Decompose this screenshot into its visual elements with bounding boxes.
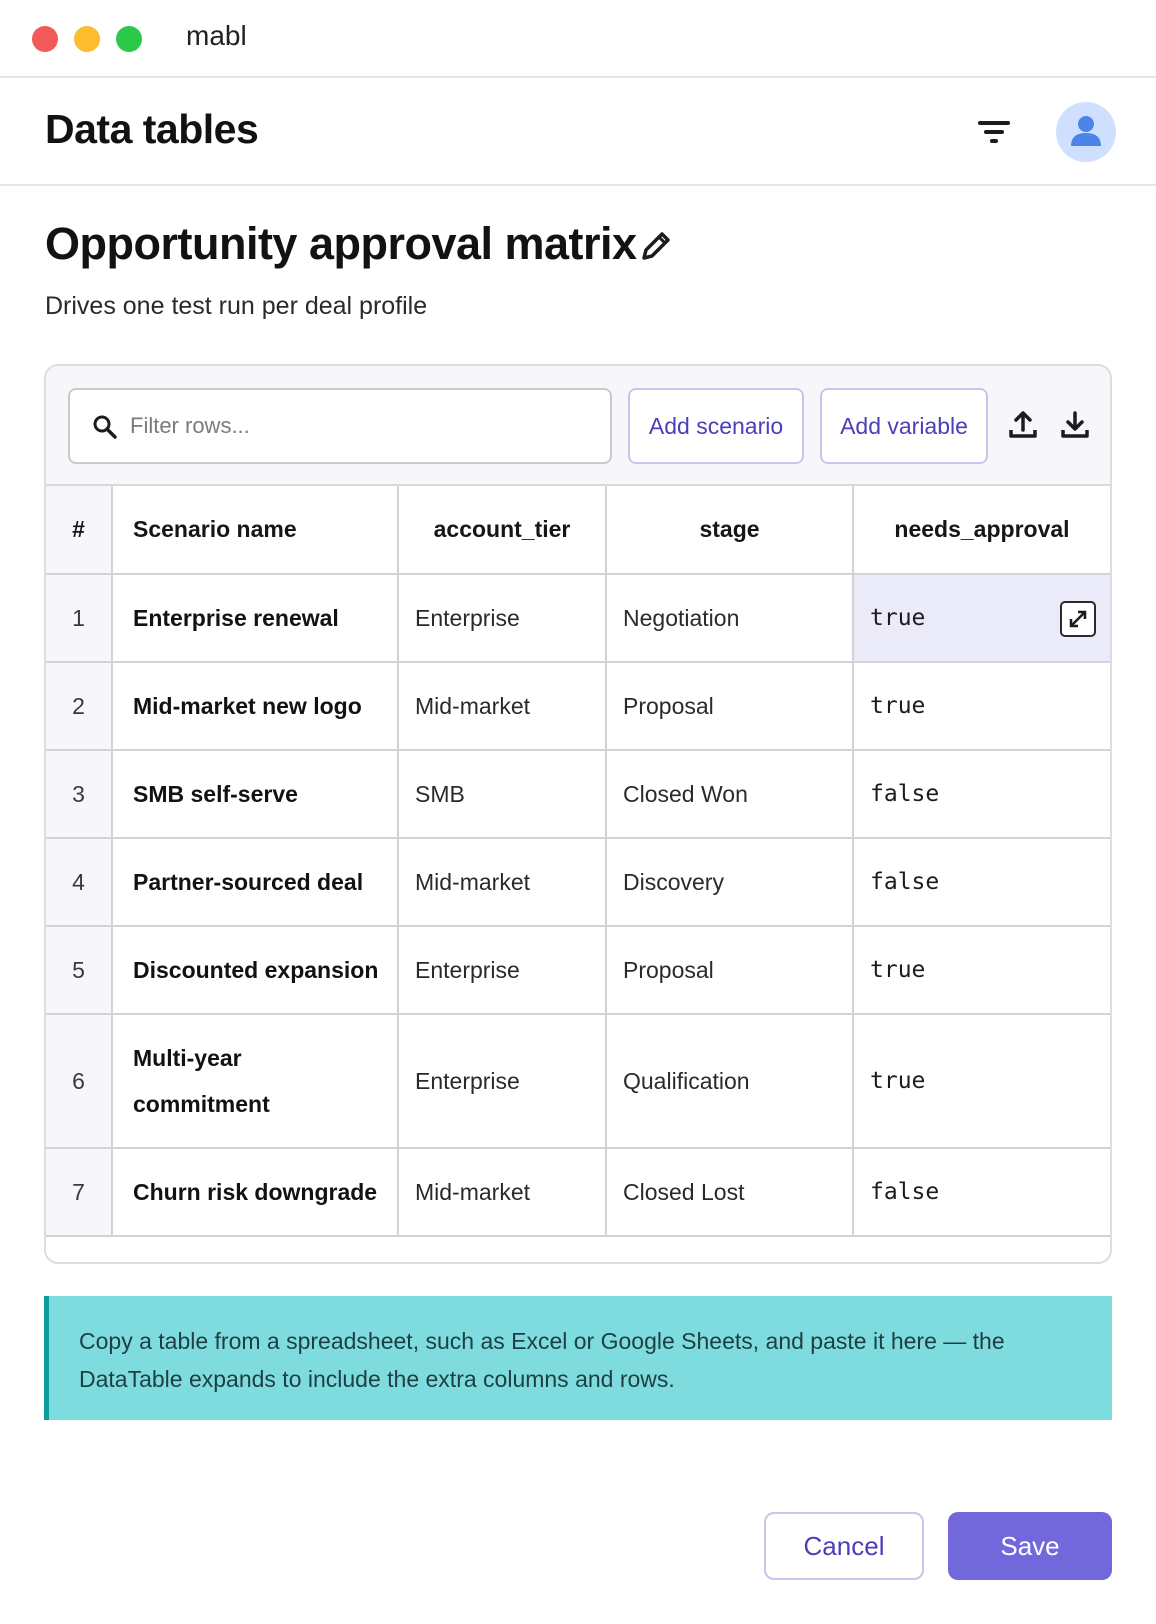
account-tier-cell[interactable]: Mid-market [398,662,606,750]
search-box [68,388,612,464]
row-number: 3 [46,750,112,838]
avatar[interactable] [1056,102,1116,162]
save-button[interactable]: Save [948,1512,1112,1580]
scenario-name-cell[interactable]: Discounted expansion [112,926,398,1014]
stage-cell[interactable]: Proposal [606,926,853,1014]
app-name: mabl [186,20,247,51]
needs-approval-cell[interactable]: true [853,926,1110,1014]
stage-cell[interactable]: Negotiation [606,574,853,662]
scenario-name-cell[interactable]: Mid-market new logo [112,662,398,750]
table-title: Opportunity approval matrix [45,218,637,269]
add-variable-button[interactable]: Add variable [820,388,988,464]
needs-approval-value: true [870,605,926,631]
stage-cell[interactable]: Closed Won [606,750,853,838]
needs-approval-cell[interactable]: false [853,838,1110,926]
table-row [46,838,1110,926]
stage-cell[interactable]: Discovery [606,838,853,926]
row-number: 1 [46,574,112,662]
stage-cell[interactable]: Closed Lost [606,1148,853,1236]
table-row [46,662,1110,750]
minimize-window-button[interactable] [74,26,100,52]
maximize-window-button[interactable] [116,26,142,52]
cancel-button[interactable]: Cancel [764,1512,924,1580]
column-header-stage[interactable]: stage [606,486,853,574]
column-header-number: # [46,486,112,574]
scenario-name-cell[interactable]: Enterprise renewal [112,574,398,662]
table-row [46,574,1110,662]
page-title: Data tables [45,106,259,152]
needs-approval-cell[interactable] [853,574,1110,662]
add-scenario-button[interactable]: Add scenario [628,388,804,464]
table-row [46,926,1110,1014]
account-tier-cell[interactable]: Enterprise [398,1014,606,1148]
scenario-name-cell[interactable]: Churn risk downgrade [112,1148,398,1236]
expand-icon [1067,608,1089,630]
column-header-account-tier[interactable]: account_tier [398,486,606,574]
page-header [0,78,1156,186]
table-row [46,1014,1110,1148]
data-table-panel [44,364,1112,1264]
table-subtitle: Drives one test run per deal profile [45,292,428,320]
upload-icon[interactable] [1006,408,1040,442]
window-titlebar [0,0,1156,78]
column-header-scenario-name[interactable]: Scenario name [112,486,398,574]
table-toolbar [46,366,1110,486]
needs-approval-cell[interactable]: false [853,1148,1110,1236]
scenario-name-cell[interactable]: Partner-sourced deal [112,838,398,926]
expand-cell-button[interactable] [1060,601,1096,637]
filter-icon[interactable] [976,117,1012,147]
account-tier-cell[interactable]: SMB [398,750,606,838]
needs-approval-cell[interactable]: true [853,662,1110,750]
row-number: 6 [46,1014,112,1148]
column-header-needs-approval[interactable]: needs_approval [853,486,1110,574]
stage-cell[interactable]: Qualification [606,1014,853,1148]
search-icon [92,414,118,440]
row-number: 7 [46,1148,112,1236]
row-number: 2 [46,662,112,750]
account-tier-cell[interactable]: Enterprise [398,574,606,662]
pencil-icon[interactable] [638,228,674,264]
row-number: 4 [46,838,112,926]
header-row [46,486,1110,574]
table-row [46,1148,1110,1236]
scenario-name-cell[interactable]: SMB self-serve [112,750,398,838]
stage-cell[interactable]: Proposal [606,662,853,750]
scenario-name-cell[interactable]: Multi-year commitment [112,1014,398,1148]
account-tier-cell[interactable]: Mid-market [398,1148,606,1236]
needs-approval-cell[interactable]: true [853,1014,1110,1148]
filter-rows-input[interactable] [130,404,590,448]
close-window-button[interactable] [32,26,58,52]
needs-approval-cell[interactable]: false [853,750,1110,838]
account-tier-cell[interactable]: Enterprise [398,926,606,1014]
table-row [46,750,1110,838]
row-number: 5 [46,926,112,1014]
data-table [46,486,1110,1237]
paste-info-banner: Copy a table from a spreadsheet, such as Excel or Google Sheets, and paste it here — the DataTable expands to include the extra columns and rows. [44,1296,1112,1420]
user-icon [1070,114,1102,148]
account-tier-cell[interactable]: Mid-market [398,838,606,926]
download-icon[interactable] [1058,408,1092,442]
